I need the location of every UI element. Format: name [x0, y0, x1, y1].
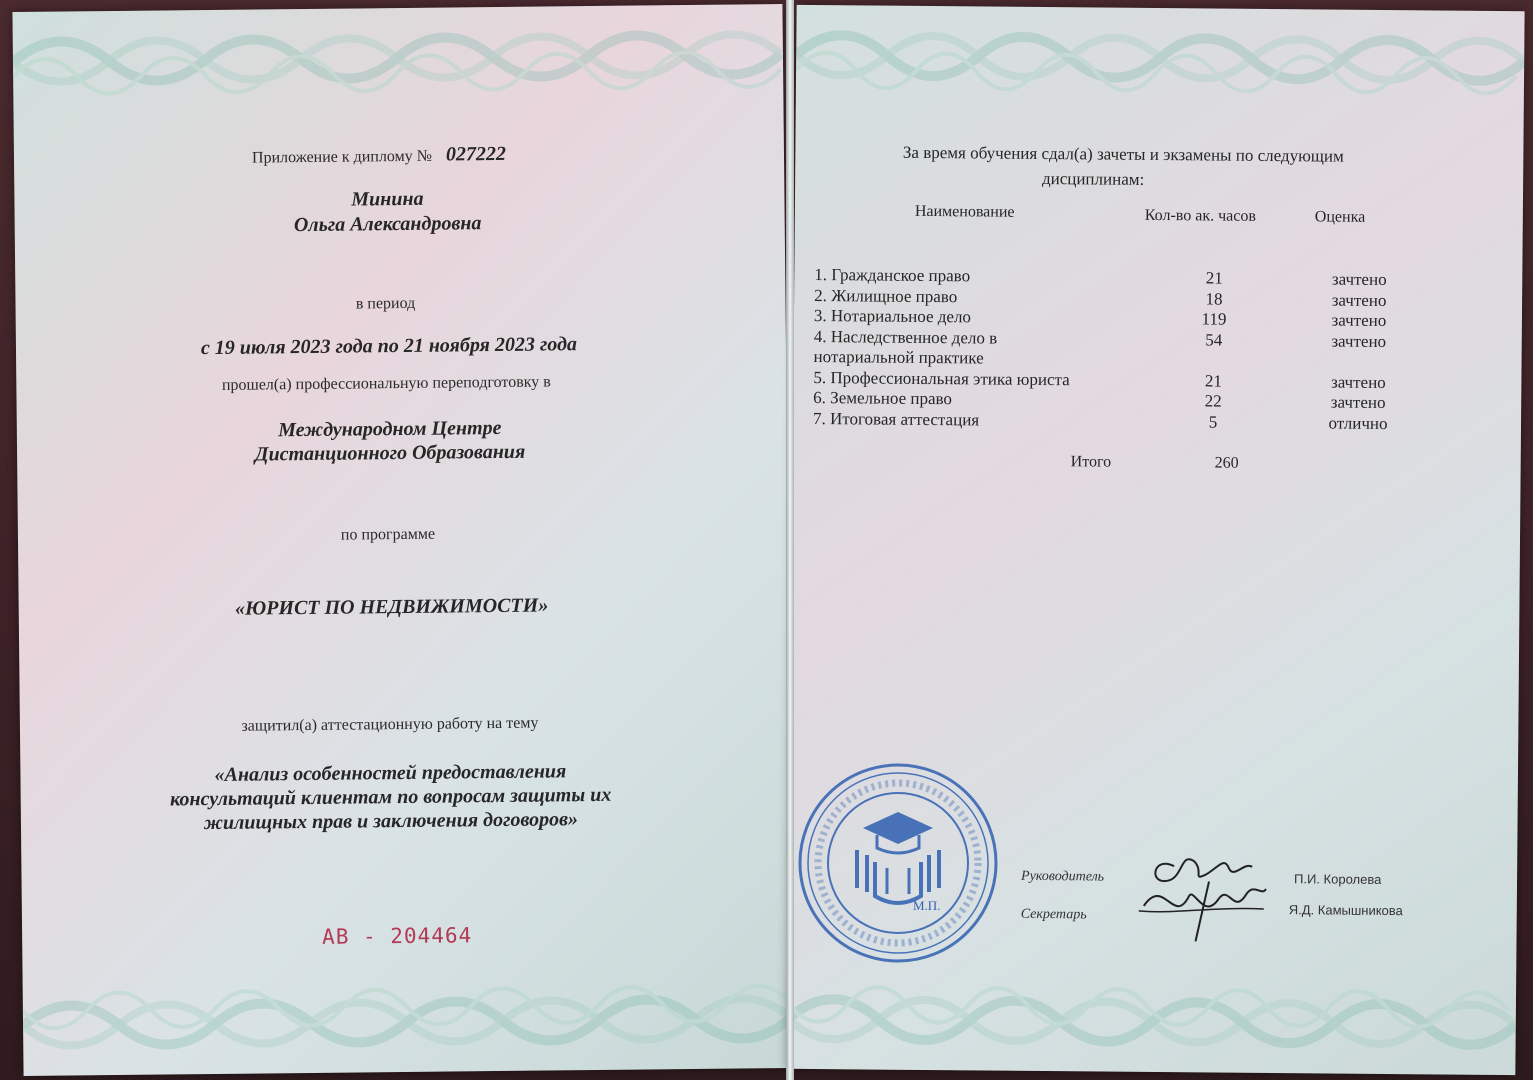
signature-scribbles: [1133, 836, 1274, 947]
total-label: Итого: [1070, 453, 1112, 471]
col-header-hours: Кол-во ак. часов: [1144, 206, 1257, 225]
program-label: по программе: [340, 525, 436, 544]
diploma-number: 027222: [445, 142, 507, 166]
student-surname: Минина: [351, 187, 424, 211]
col-header-name: Наименование: [914, 202, 1015, 221]
study-period: с 19 июля 2023 года по 21 ноября 2023 года: [200, 333, 578, 360]
stamp-mp-label: М.П.: [913, 898, 941, 913]
discipline-grade: зачтено: [1331, 269, 1387, 290]
guilloche-band-bottom-right: [787, 979, 1516, 1065]
diploma-label: Приложение к диплому №: [251, 147, 433, 167]
discipline-name: 4. Наследственное дело в: [813, 326, 998, 348]
graduation-cap-icon: [857, 812, 939, 903]
defended-text: защитил(а) аттестационную работу на тему: [241, 714, 539, 735]
left-page: [12, 4, 793, 1076]
discipline-grade: зачтено: [1331, 290, 1387, 310]
discipline-grade: зачтено: [1330, 372, 1386, 392]
thesis-line1: «Анализ особенностей предоставления: [214, 760, 567, 786]
discipline-hours: 5: [1208, 411, 1218, 432]
discipline-grade: отлично: [1328, 413, 1388, 433]
disciplines-table: [813, 265, 1414, 434]
discipline-hours: 119: [1201, 309, 1227, 329]
thesis-line2: консультаций клиентам по вопросам защиты их: [169, 783, 612, 811]
guilloche-band-top: [13, 14, 784, 102]
role-director: Руководитель: [1020, 868, 1105, 885]
discipline-name: 5. Профессиональная этика юриста: [813, 367, 1070, 389]
thesis-line3: жилищных прав и заключения договоров»: [203, 808, 579, 835]
guilloche-band-top-right: [796, 15, 1525, 101]
total-value: 260: [1214, 454, 1239, 472]
discipline-name: 7. Итоговая аттестация: [812, 408, 980, 429]
student-given-names: Ольга Александровна: [293, 212, 482, 237]
discipline-grade: зачтено: [1331, 310, 1387, 331]
program-name: «ЮРИСТ ПО НЕДВИЖИМОСТИ»: [235, 594, 549, 620]
discipline-hours: 18: [1205, 288, 1223, 309]
disciplines-heading: За время обучения сдал(а) зачеты и экзамены по следующим: [902, 142, 1344, 166]
completed-text: прошел(а) профессиональную переподготовку в: [221, 373, 551, 394]
discipline-name: 6. Земельное право: [813, 388, 953, 409]
institution-line2: Дистанционного Образования: [254, 440, 526, 466]
institution-line1: Международном Центре: [278, 416, 502, 442]
round-seal-stamp: [795, 760, 1001, 966]
discipline-grade: зачтено: [1330, 392, 1386, 412]
table-row: [813, 327, 1413, 373]
guilloche-band-bottom: [23, 978, 794, 1066]
discipline-name: 1. Гражданское право: [814, 265, 971, 286]
discipline-hours: 22: [1204, 391, 1222, 411]
discipline-name-cont: нотариальной практике: [813, 347, 984, 368]
binding-cord: [786, 0, 794, 1080]
disciplines-heading-2: дисциплинам:: [1041, 168, 1145, 189]
serial-number: АВ - 204464: [321, 923, 473, 949]
discipline-hours: 21: [1204, 370, 1222, 391]
discipline-grade: зачтено: [1331, 331, 1387, 351]
role-secretary: Секретарь: [1020, 906, 1087, 923]
col-header-grade: Оценка: [1314, 208, 1366, 226]
discipline-name: 2. Жилищное право: [814, 285, 958, 306]
discipline-name: 3. Нотариальное дело: [813, 306, 972, 327]
director-name: П.И. Королева: [1293, 871, 1382, 887]
discipline-hours: 54: [1205, 329, 1223, 350]
secretary-name: Я.Д. Камышникова: [1288, 902, 1403, 919]
discipline-hours: 21: [1205, 268, 1223, 288]
period-label: в период: [355, 294, 416, 313]
table-row: [813, 409, 1413, 435]
